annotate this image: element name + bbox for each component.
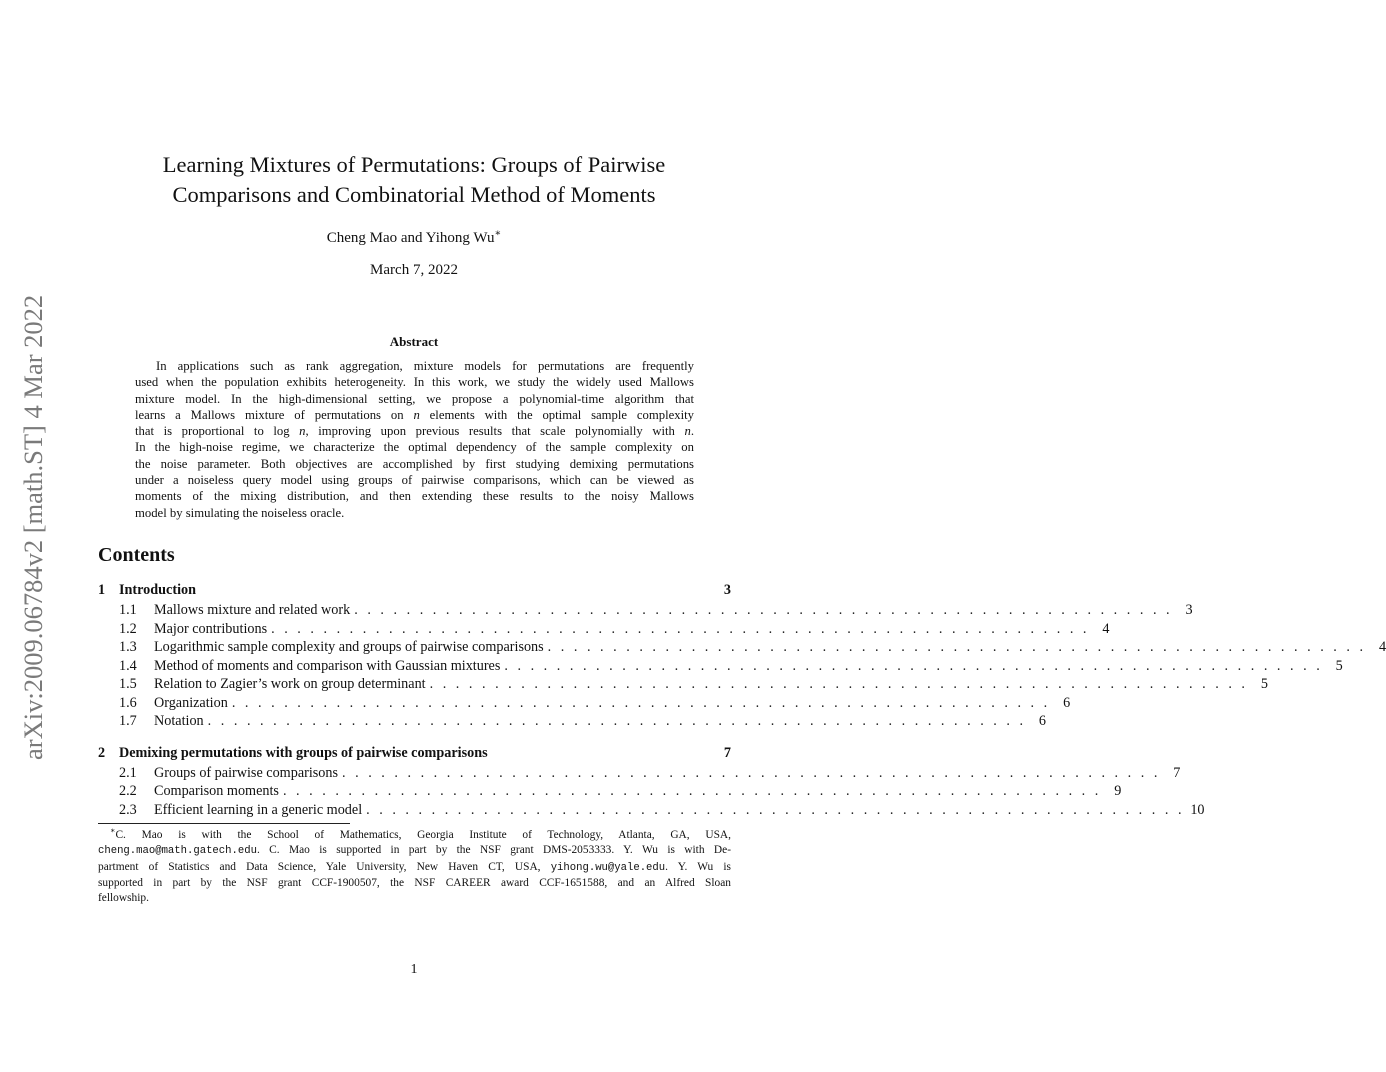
toc-title: Groups of pairwise comparisons [154,764,339,781]
toc-subsection[interactable] [98,782,1122,801]
publication-date: March 7, 2022 [370,262,458,278]
toc-page: 3 [723,582,731,598]
toc-title: Major contributions [154,620,268,637]
footnote-line: fellowship. [98,892,149,905]
toc-number: 1.6 [119,694,137,711]
abstract-line: In the high-noise regime, we characterize the optimal dependency of the sample complexity on [135,440,694,455]
toc-leader: . . . . . . . . . . . . . . . . . . . . . . . . . . . . . . . . . . . . . . . . . . . . . . . . . . . . . . . . . . . . . . . [366,801,1185,818]
footnote-text: partment of Statistics and Data Science, Yale University, New Haven CT, USA, [98,860,541,873]
toc-subsection[interactable] [98,675,1268,694]
table-of-contents [98,581,1386,819]
toc-page: 7 [1173,764,1181,781]
toc-page: 9 [1114,783,1122,799]
footnote-line [98,860,731,876]
toc-leader: . . . . . . . . . . . . . . . . . . . . . . . . . . . . . . . . . . . . . . . . . . . . . . . . . . . . . . . . . . . . . . . [282,783,1102,799]
toc-number: 1.7 [119,713,137,729]
toc-page: 5 [1260,676,1268,692]
title-line-1: Learning Mixtures of Permutations: Groups of Pairwise [162,152,666,177]
author-names: Cheng Mao and Yihong Wu [326,230,495,246]
toc-leader: . . . . . . . . . . . . . . . . . . . . . . . . . . . . . . . . . . . . . . . . . . . . . . . . . . . . . . . . . . . . . . . [429,676,1248,692]
toc-title: Comparison moments [154,783,279,799]
author-footnote [98,828,731,906]
toc-number: 2.2 [119,783,137,799]
toc-title: Introduction [119,582,196,598]
footnote-line [98,828,731,843]
toc-page: 10 [1190,801,1205,818]
toc-leader: . . . . . . . . . . . . . . . . . . . . . . . . . . . . . . . . . . . . . . . . . . . . . . . . . . . . . . . . . . . . . . . [354,602,1173,618]
toc-page: 6 [1038,713,1047,729]
footnote-text: C. Mao is with the School of Mathematics, Georgia Institute of Technology, Atlanta, GA, USA, [115,829,731,841]
paper-title [100,150,728,210]
abstract-body [135,358,694,521]
toc-number: 1 [98,582,106,598]
title-line-2: Comparisons and Combinatorial Method of Moments [172,182,656,207]
footnote-mark: ∗ [110,826,116,836]
toc-number: 2.3 [119,801,137,818]
toc-page: 7 [723,744,731,761]
toc-number: 1.2 [119,620,137,637]
toc-page: 5 [1335,657,1343,674]
toc-title: Notation [154,713,204,729]
toc-subsection[interactable] [98,620,1110,639]
toc-title: Demixing permutations with groups of pairwise comparisons [119,744,488,761]
abstract-line: that is proportional to log n, improving upon previous results that scale polynomially with n. [135,424,694,439]
email-link-mao[interactable]: cheng.mao@math.gatech.edu [98,845,257,858]
footnote-line [98,843,731,859]
author-list [100,230,728,247]
toc-section-introduction[interactable] [98,581,731,601]
toc-page: 3 [1185,602,1193,618]
toc-title: Efficient learning in a generic model [154,801,363,818]
abstract-line: used when the population exhibits heterogeneity. In this work, we study the widely used Mallows [135,375,694,390]
toc-number: 1.3 [119,639,137,655]
toc-page: 4 [1102,620,1110,637]
toc-leader: . . . . . . . . . . . . . . . . . . . . . . . . . . . . . . . . . . . . . . . . . . . . . . . . . . . . . . . . . . . . . . . [342,764,1161,781]
email-link-wu[interactable]: yihong.wu@yale.edu [550,861,666,874]
abstract-line: the noise parameter. Both objectives are accomplished by first studying demixing permutations [135,456,694,471]
toc-page: 6 [1063,694,1071,711]
toc-leader: . . . . . . . . . . . . . . . . . . . . . . . . . . . . . . . . . . . . . . . . . . . . . . . . . . . . . . . . . . . . . . . [207,713,1027,729]
contents-heading: Contents [98,544,175,566]
footnote-line: supported in part by the NSF grant CCF-1900507, the NSF CAREER award CCF-1651588, and an Alfred Sloan [98,876,731,889]
footnote-text: . Y. Wu is [665,860,731,873]
abstract-line: mixture model. In the high-dimensional setting, we propose a polynomial-time algorithm that [135,391,694,406]
abstract-line: In applications such as rank aggregation, mixture models for permutations are frequently [156,359,694,373]
toc-title: Relation to Zagier’s work on group determinant [154,676,426,692]
toc-number: 1.4 [119,657,137,674]
abstract-heading: Abstract [389,334,439,349]
abstract-line: learns a Mallows mixture of permutations on n elements with the optimal sample complexity [135,407,695,422]
toc-number: 1.5 [119,676,137,692]
toc-number: 2.1 [119,764,137,781]
toc-title: Organization [154,694,228,711]
toc-title: Mallows mixture and related work [154,602,351,618]
author-footnote-mark: ∗ [494,228,502,239]
toc-leader: . . . . . . . . . . . . . . . . . . . . . . . . . . . . . . . . . . . . . . . . . . . . . . . . . . . . . . . . . . . . . . . [231,694,1051,711]
toc-section-demixing[interactable] [98,744,731,764]
toc-subsection[interactable] [98,638,1386,657]
toc-title: Logarithmic sample complexity and groups of pairwise comparisons [154,639,544,655]
arxiv-identifier: arXiv:2009.06784v2 [math.ST] 4 Mar 2022 [18,294,48,760]
toc-number: 1.1 [119,602,137,618]
toc-subsection[interactable] [98,657,1343,676]
abstract-line: moments of the mixing distribution, and then extending these results to the noisy Mallows [135,489,694,504]
toc-subsection[interactable] [98,712,1047,731]
toc-leader: . . . . . . . . . . . . . . . . . . . . . . . . . . . . . . . . . . . . . . . . . . . . . . . . . . . . . . . . . . . . . . . [271,620,1090,637]
toc-leader: . . . . . . . . . . . . . . . . . . . . . . . . . . . . . . . . . . . . . . . . . . . . . . . . . . . . . . . . . . . . . . . [504,657,1323,674]
toc-page: 4 [1378,639,1386,655]
toc-title: Method of moments and comparison with Gaussian mixtures [154,657,501,674]
page-number: 1 [410,962,418,977]
toc-subsection[interactable] [98,601,1193,620]
footnote-rule [98,823,350,824]
abstract-line: model by simulating the noiseless oracle. [135,505,345,520]
toc-number: 2 [98,744,106,761]
toc-subsection[interactable] [98,801,1205,820]
toc-leader: . . . . . . . . . . . . . . . . . . . . . . . . . . . . . . . . . . . . . . . . . . . . . . . . . . . . . . . . . . . . . . . [547,639,1367,655]
toc-subsection[interactable] [98,764,1181,783]
toc-subsection[interactable] [98,694,1071,713]
abstract-line: under a noiseless query model using groups of pairwise comparisons, which can be viewed as [135,473,694,488]
footnote-text: . C. Mao is supported in part by the NSF grant DMS-2053333. Y. Wu is with De- [256,844,731,857]
